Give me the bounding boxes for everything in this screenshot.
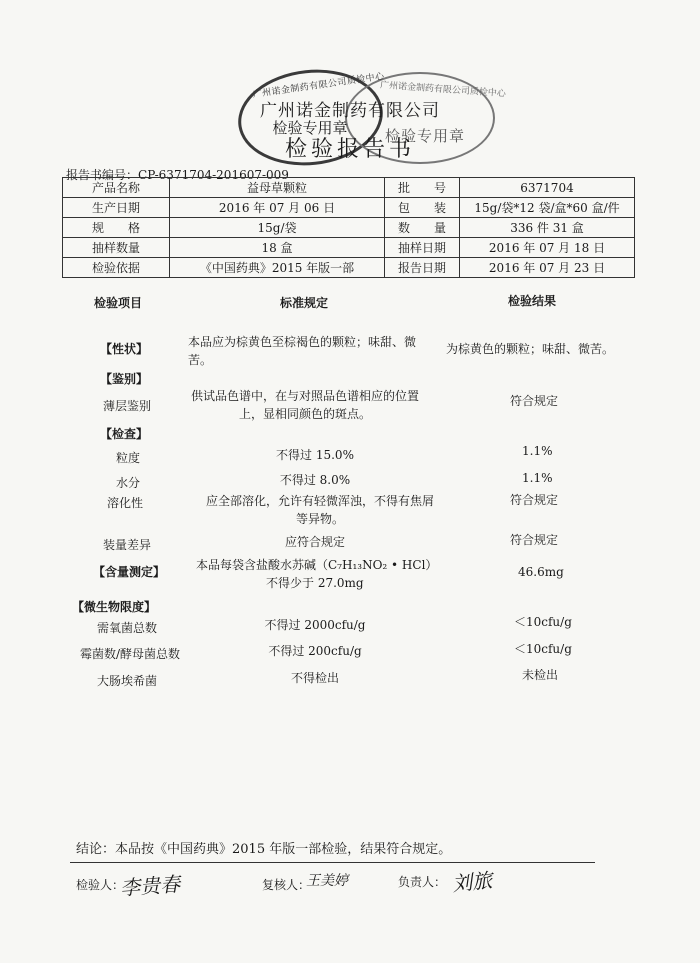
test-standard: 应全部溶化，允许有轻微浑浊，不得有焦屑 (205, 494, 434, 508)
test-item-label: 大肠埃希菌 (97, 674, 158, 688)
table-row (63, 198, 635, 218)
info-label: 生产日期 (63, 198, 170, 218)
test-result: ＜10cfu/g (514, 642, 572, 656)
test-item-label: 薄层鉴别 (103, 399, 152, 413)
test-result: 为棕黄色的颗粒；味甜、微苦。 (446, 342, 615, 356)
table-row (63, 178, 635, 198)
test-item-label: 装量差异 (103, 538, 152, 552)
responsible-label: 负责人： (398, 875, 447, 889)
inspector-signature: 李贵春 (119, 871, 181, 901)
test-standard: 不得检出 (290, 671, 339, 685)
info-label: 检验依据 (63, 258, 170, 278)
test-standard: 本品每袋含盐酸水苏碱（C₇H₁₃NO₂ • HCl） (196, 558, 438, 572)
table-row (63, 238, 635, 258)
table-row (63, 258, 635, 278)
column-header-result: 检验结果 (508, 294, 557, 308)
info-value: 2016 年 07 月 06 日 (170, 198, 385, 218)
table-row (63, 218, 635, 238)
info-value: 18 盒 (170, 238, 385, 258)
test-result: 未检出 (522, 668, 559, 682)
test-item-label: 粒度 (116, 451, 141, 465)
test-standard: 不得过 15.0% (276, 448, 354, 462)
info-value: 15g/袋 (170, 218, 385, 238)
company-name: 广州诺金制药有限公司 (260, 101, 440, 121)
info-label: 批 号 (385, 178, 460, 198)
responsible-signature: 刘旅 (451, 867, 494, 897)
reviewer-signature: 王美婷 (306, 873, 348, 889)
info-value: 2016 年 07 月 23 日 (460, 258, 635, 278)
test-item-label: 溶化性 (107, 496, 144, 510)
info-label: 产品名称 (63, 178, 170, 198)
test-result: 46.6mg (518, 565, 564, 579)
test-result: 符合规定 (510, 493, 559, 507)
test-standard: 苦。 (188, 353, 213, 367)
info-value: 《中国药典》2015 年版一部 (170, 258, 385, 278)
page-title: 检验报告书 (284, 137, 415, 162)
column-header-item: 检验项目 (94, 296, 143, 310)
inspector-label: 检验人： (76, 878, 125, 892)
test-item-label: 【含量测定】 (93, 565, 166, 579)
section-header: 【鉴别】 (100, 372, 149, 386)
test-standard: 等异物。 (295, 512, 344, 526)
stamp2-ring-text: 广州诺金制药有限公司质检中心 (379, 80, 507, 100)
column-header-standard: 标准规定 (280, 296, 329, 310)
test-standard: 应符合规定 (284, 535, 345, 549)
test-standard: 上，显相同颜色的斑点。 (238, 407, 371, 421)
info-label: 抽样日期 (385, 238, 460, 258)
info-value: 2016 年 07 月 18 日 (460, 238, 635, 258)
test-standard: 供试品色谱中，在与对照品色谱相应的位置 (190, 389, 419, 403)
info-value: 6371704 (460, 178, 635, 198)
info-label: 规 格 (63, 218, 170, 238)
report-number-value: CP-6371704-201607-009 (138, 168, 289, 182)
test-standard: 不得过 2000cfu/g (264, 618, 366, 632)
test-result: ＜10cfu/g (514, 615, 572, 629)
info-value: 15g/袋*12 袋/盒*60 盒/件 (460, 198, 635, 218)
test-result: 符合规定 (510, 394, 559, 408)
section-header: 【微生物限度】 (72, 600, 157, 614)
info-value: 336 件 31 盒 (460, 218, 635, 238)
test-item-label: 需氧菌总数 (97, 621, 158, 635)
test-item-label: 【性状】 (100, 342, 149, 356)
reviewer-label: 复核人： (262, 878, 311, 892)
test-standard: 不得少于 27.0mg (266, 576, 364, 590)
info-table (62, 177, 635, 278)
stamp-label: 检验专用章 (272, 119, 348, 137)
test-result: 符合规定 (510, 533, 559, 547)
test-result: 1.1% (522, 444, 553, 458)
report-number-label: 报告书编号： (66, 168, 139, 182)
info-label: 抽样数量 (63, 238, 170, 258)
info-value: 益母草颗粒 (170, 178, 385, 198)
test-standard: 不得过 200cfu/g (268, 644, 362, 658)
info-label: 数 量 (385, 218, 460, 238)
section-header: 【检查】 (100, 427, 149, 441)
stamp2-center-text: 检验专用章 (385, 127, 466, 145)
info-label: 报告日期 (385, 258, 460, 278)
test-item-label: 水分 (116, 476, 141, 490)
info-label: 包 装 (385, 198, 460, 218)
test-item-label: 霉菌数/酵母菌总数 (80, 647, 181, 661)
divider (70, 862, 595, 863)
conclusion: 结论：本品按《中国药典》2015 年版一部检验，结果符合规定。 (76, 842, 452, 857)
test-standard: 本品应为棕黄色至棕褐色的颗粒；味甜、微 (188, 335, 417, 349)
test-result: 1.1% (522, 471, 553, 485)
stamp1-ring-text: 广州诺金制药有限公司质检中心 (252, 71, 386, 101)
test-standard: 不得过 8.0% (279, 473, 351, 487)
